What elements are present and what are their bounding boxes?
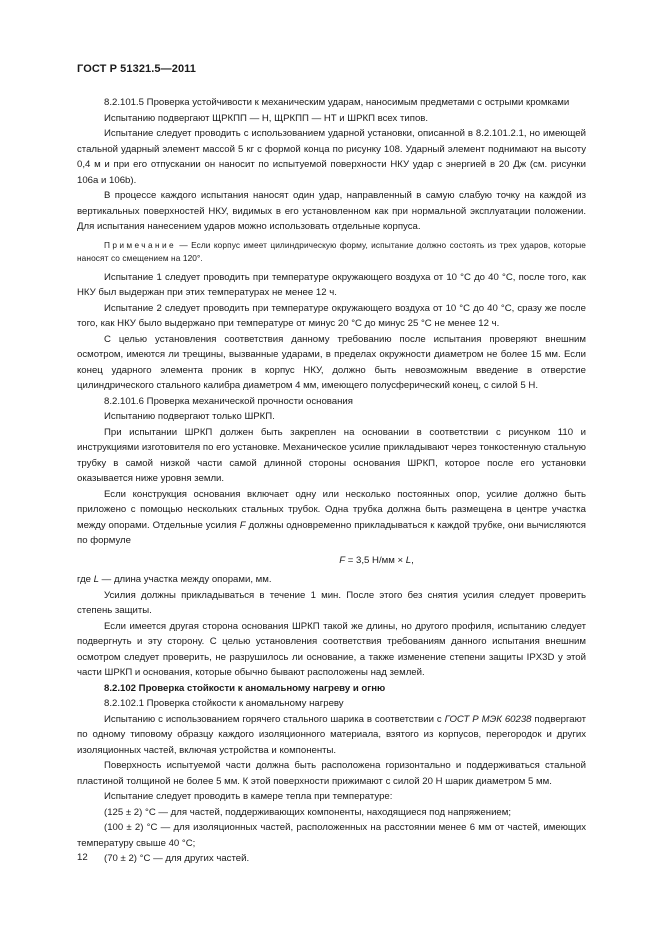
paragraph: Если конструкция основания включает одну или несколько постоянных опор, усилие должно быть приложено с помощью нескольких стальных трубок. Одна трубка должна быть размещена в центре участка между опорами. Отдельные усилия F должны одновременно прикладываться к каждой трубке, они вычисляются по формуле (77, 488, 586, 546)
clause-8-2-101-5-title: 8.2.101.5 Проверка устойчивости к механическим ударам, наносимым предметами с острыми кромками (104, 97, 570, 108)
clause-8-2-102-title: 8.2.102 Проверка стойкости к аномальному нагреву и огню (104, 682, 386, 694)
formula: F = 3,5 Н/мм × L, (339, 554, 414, 566)
paragraph: Испытание 2 следует проводить при температуре окружающего воздуха от 10 °С до 40 °С, сразу же после того, как НКУ было выдержано при температуре от минус 20 °С до минус 25 °С не менее 12 ч. (77, 302, 586, 329)
formula-where: где L — длина участка между опорами, мм. (77, 574, 272, 585)
standard-reference: ГОСТ Р МЭК 60238 (444, 713, 532, 725)
note (77, 239, 586, 266)
page-number: 12 (77, 852, 88, 863)
paragraph: Испытанию подвергают только ШРКП. (104, 411, 275, 422)
paragraph: Если имеется другая сторона основания ШРКП такой же длины, но другого профиля, испытанию следует подвергнуть и эту сторону. С целью установления соответствия требованиям данного испытания внешним осмотром следует проверить, не разрушилось ли основание, а также изменение степени защиты IPX3D у этой части ШРКП и основания, которые обычно бывают расположены над землей. (77, 620, 586, 678)
paragraph: Испытание следует проводить в камере тепла при температуре: (104, 791, 393, 802)
paragraph: Испытание 1 следует проводить при температуре окружающего воздуха от 10 °С до 40 °С, после того, как НКУ был выдержан при этих температурах не менее 12 ч. (77, 271, 586, 298)
paragraph: Испытанию подвергают ЩРКПП — Н, ЩРКПП — НТ и ШРКП всех типов. (104, 112, 429, 124)
note-text: — Если корпус имеет цилиндрическую форму, испытание должно состоять из трех ударов, которые наносят со смещением на 120°. (77, 239, 586, 263)
paragraph: Испытанию с использованием горячего стального шарика в соответствии с ГОСТ Р МЭК 60238 подвергают по одному типовому образцу каждого изоляционного материала, взятого из корпусов, перегородок и других изоляционных частей, включая устройства и компоненты. (77, 713, 587, 756)
paragraph: С целью установления соответствия данному требованию после испытания проверяют внешним осмотром, имеются ли трещины, вызванные ударами, в пределах окружности диаметром не более 15 мм. Если конец ударного элемента проник в корпус НКУ, должно быть невозможным введение в отверстие цилиндрического стального калибра диаметром 4 мм, имеющего полусферический конец, с силой 5 Н. (77, 333, 586, 391)
note-label: Примечание (104, 239, 177, 250)
temperature-item: (100 ± 2) °С — для изоляционных частей, расположенных на расстоянии менее 6 мм от частей, имеющих температуру свыше 40 °С; (77, 822, 586, 849)
document-header: ГОСТ Р 51321.5—2011 (77, 63, 197, 75)
document-body (77, 95, 586, 867)
paragraph: Усилия должны прикладываться в течение 1 мин. После этого без снятия усилия следует проверить степень защиты. (77, 589, 586, 616)
variable-f: F (239, 519, 246, 531)
paragraph: Испытание следует проводить с использованием ударной установки, описанной в 8.2.101.2.1, но имеющей стальной ударный элемент массой 5 кг с формой конца по рисунку 108. Ударный элемент поднимают на высоту 0,4 м и при его отпускании он наносит по испытуемой поверхности НКУ удар с энергией в 20 Дж (см. рисунки 106а и 106b). (77, 128, 586, 186)
temperature-item: (125 ± 2) °С — для частей, поддерживающих компоненты, находящиеся под напряжением; (104, 806, 512, 818)
temperature-item: (70 ± 2) °С — для других частей. (104, 853, 250, 864)
clause-8-2-101-6-title: 8.2.101.6 Проверка механической прочности основания (104, 395, 353, 407)
paragraph: При испытании ШРКП должен быть закреплен на основании в соответствии с рисунком 110 и инструкциями изготовителя по его установке. Механическое усилие прикладывают через тонкостенную стальную трубку в самой низкой части самой длинной стороны основания ШРКП, которое после его установки оказывается ниже уровня земли. (77, 426, 586, 484)
paragraph: В процессе каждого испытания наносят один удар, направленный в самую слабую точку на каждой из вертикальных поверхностей НКУ, видимых в его установленном как при нормальной эксплуатации положении. Для испытания нанесением ударов можно использовать отдельные корпуса. (77, 190, 586, 232)
clause-8-2-102-1-title: 8.2.102.1 Проверка стойкости к аномальному нагреву (104, 698, 344, 709)
paragraph: Поверхность испытуемой части должна быть расположена горизонтально и поддерживаться стальной пластиной толщиной не более 5 мм. К этой поверхности прижимают с силой 20 Н шарик диаметром 5 мм. (77, 760, 586, 787)
